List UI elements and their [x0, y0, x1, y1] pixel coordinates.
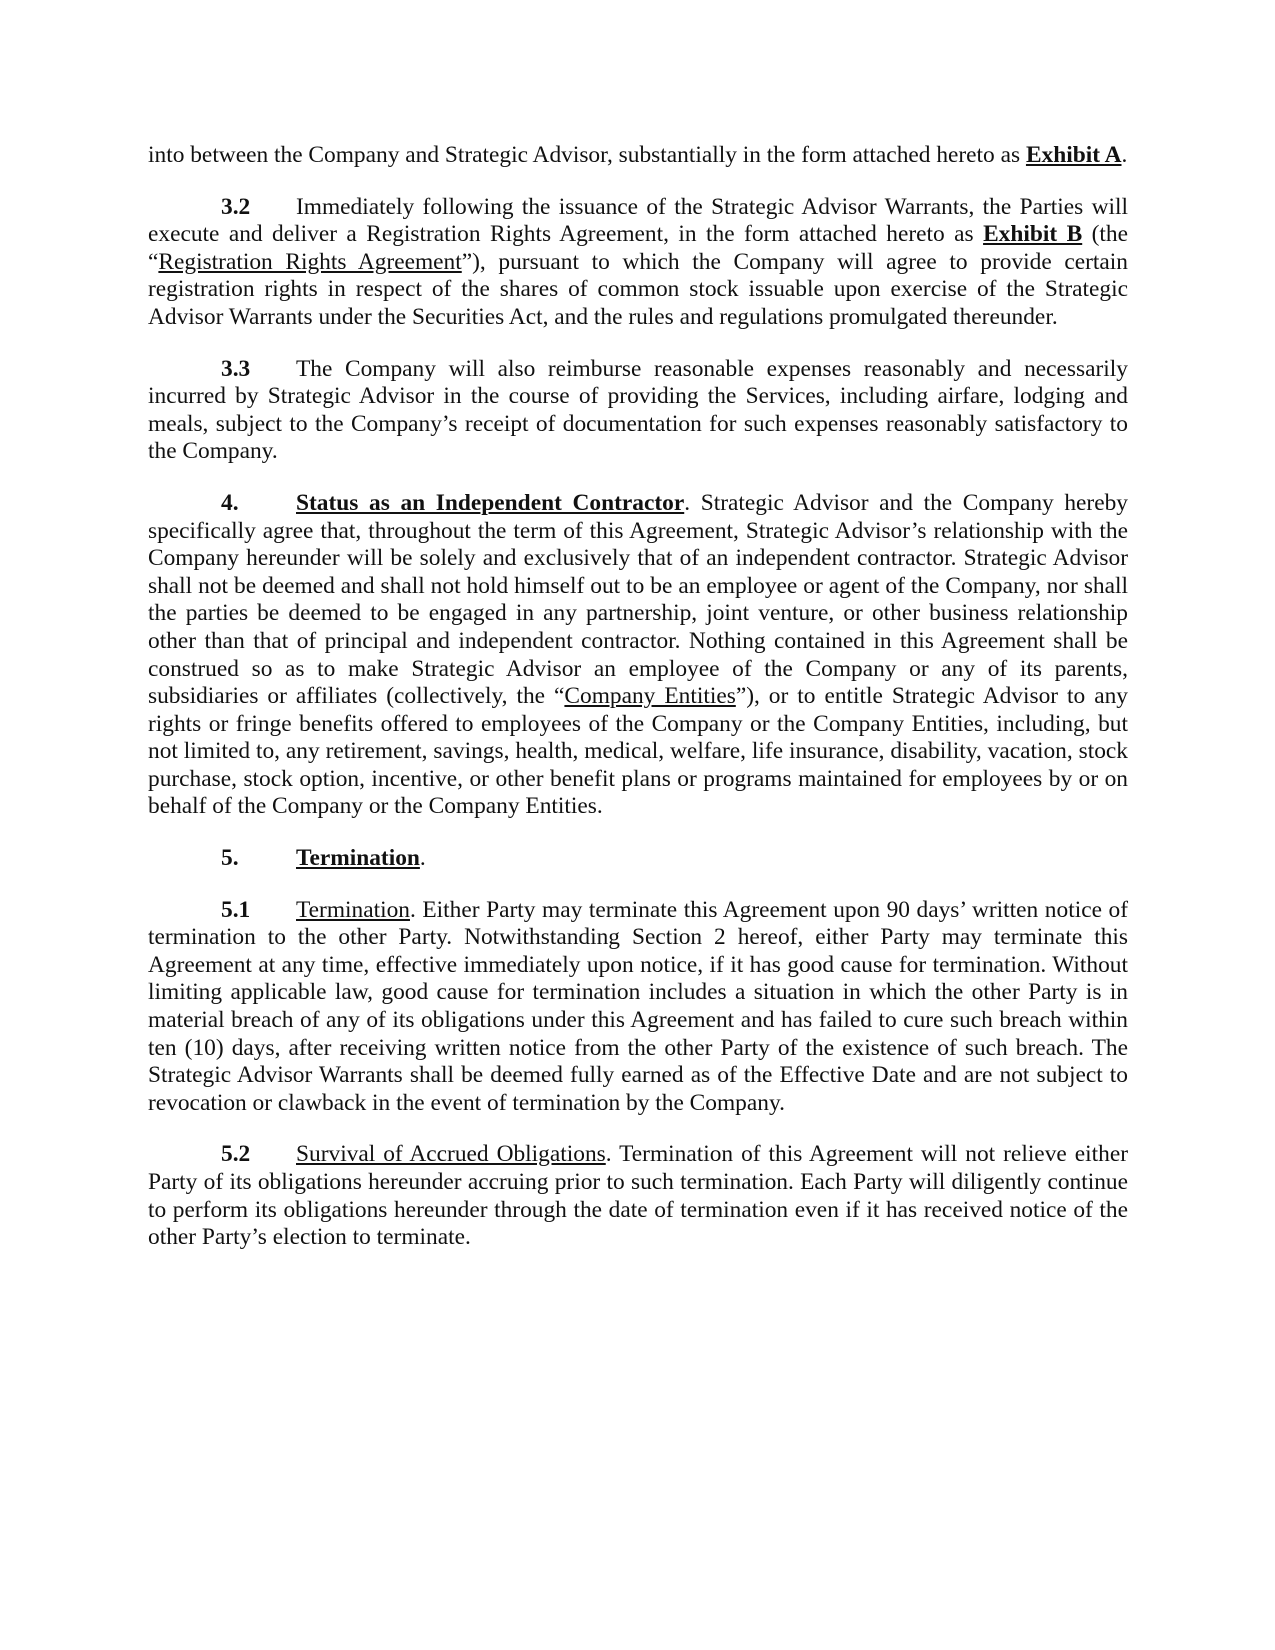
- section-3-2-text-2: (the “: [148, 221, 1128, 275]
- section-4: [148, 490, 1128, 821]
- section-5-2-title: Survival of Accrued Obligations: [296, 1141, 606, 1168]
- section-3-2: [148, 194, 1128, 332]
- section-3-2-text-1: Immediately following the issuance of the Strategic Advisor Warrants, the Parties will execute and deliver a Registration Rights Agreement, in the form attached hereto as: [148, 193, 1128, 248]
- opening-text: into between the Company and Strategic Advisor, substantially in the form attached hereto as: [148, 142, 1026, 168]
- exhibit-b-reference: Exhibit B: [983, 221, 1083, 248]
- section-5-1-text: . Either Party may terminate this Agreement upon 90 days’ written notice of termination to the other Party. Notwithstanding Section 2 hereof, either Party may terminate this Agreement at any time, effective immediately upon notice, if it has good cause for termination. Without limiting applicable law, good cause for termination includes a situation in which the other Party is in material breach of any of its obligations under this Agreement and has failed to cure such breach within ten (10) days, after receiving written notice from the other Party of the existence of such breach. The Strategic Advisor Warrants shall be deemed fully earned as of the Effective Date and are not subject to revocation or clawback in the event of termination by the Company.: [148, 896, 1128, 1116]
- section-4-heading: Status as an Independent Contractor: [296, 489, 685, 516]
- section-5-end: .: [419, 845, 426, 872]
- document-page: [148, 142, 1128, 1276]
- opening-end: .: [1121, 142, 1128, 168]
- section-3-3: [148, 356, 1128, 466]
- section-5-2-number: 5.2: [221, 1141, 251, 1168]
- section-4-text-1: . Strategic Advisor and the Company hereby specifically agree that, throughout the term of this Agreement, Strategic Advisor’s relationship with the Company hereunder will be solely and exclusively that of an independent contractor. Strategic Advisor shall not be deemed and shall not hold himself out to be an employee or agent of the Company, nor shall the parties be deemed to be engaged in any partnership, joint venture, or other business relationship other than that of principal and independent contractor. Nothing contained in this Agreement shall be construed so as to make Strategic Advisor an employee of the Company or any of its parents, subsidiaries or affiliates (collectively, the “: [148, 489, 1128, 710]
- section-3-3-number: 3.3: [221, 355, 251, 382]
- company-entities-defined-term: Company Entities: [564, 683, 736, 710]
- section-4-text-2: ”), or to entitle Strategic Advisor to any rights or fringe benefits offered to employees of the Company or the Company Entities, including, but not limited to, any retirement, savings, health, medical, welfare, life insurance, disability, vacation, stock purchase, stock option, incentive, or other benefit plans or programs maintained for employees by or on behalf of the Company or the Company Entities.: [148, 683, 1128, 820]
- section-5-2-text: . Termination of this Agreement will not relieve either Party of its obligations hereunder accruing prior to such termination. Each Party will diligently continue to perform its obligations hereunder through the date of termination even if it has received notice of the other Party’s election to terminate.: [148, 1141, 1128, 1251]
- section-4-number: 4.: [221, 489, 239, 516]
- section-5-1: [148, 897, 1128, 1118]
- section-5-1-title: Termination: [296, 896, 410, 923]
- section-3-2-text-3: ”), pursuant to which the Company will agree to provide certain registration rights in respect of the shares of common stock issuable upon exercise of the Strategic Advisor Warrants under the Securities Act, and the rules and regulations promulgated thereunder.: [148, 248, 1129, 330]
- registration-rights-defined-term: Registration Rights Agreement: [158, 248, 462, 275]
- section-5-1-number: 5.1: [221, 896, 251, 923]
- exhibit-a-reference: Exhibit A: [1025, 142, 1122, 168]
- section-5-number: 5.: [221, 845, 239, 872]
- section-5-2: [148, 1141, 1128, 1251]
- opening-paragraph: [148, 142, 1128, 170]
- section-3-2-number: 3.2: [221, 193, 251, 220]
- section-5-heading: Termination: [296, 845, 420, 872]
- section-3-3-text: The Company will also reimburse reasonable expenses reasonably and necessarily incurred by Strategic Advisor in the course of providing the Services, including airfare, lodging and meals, subject to the Company’s receipt of documentation for such expenses reasonably satisfactory to the Company.: [148, 355, 1128, 465]
- section-5: [148, 845, 1128, 873]
